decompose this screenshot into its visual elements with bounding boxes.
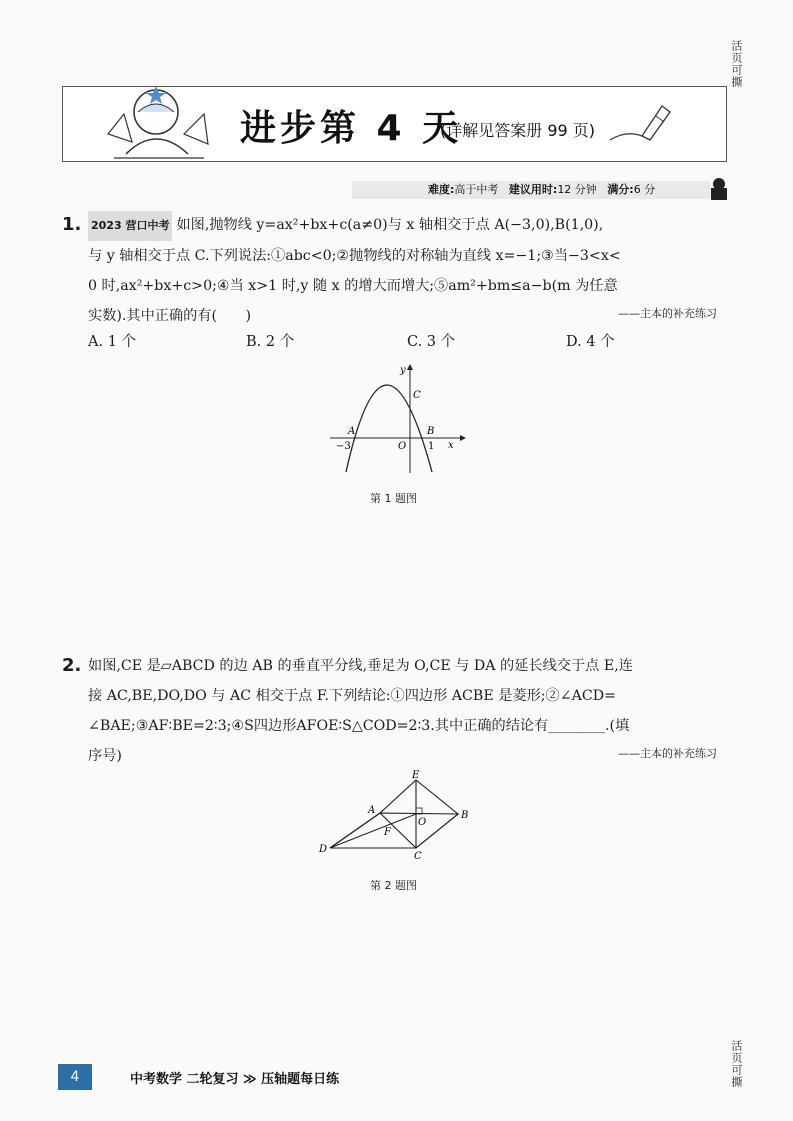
q2-line-2: 接 AC,BE,DO,DO 与 AC 相交于点 F.下列结论:①四边形 ACBE 是菱形;②∠ACD=	[88, 688, 616, 704]
label-d: D	[319, 844, 328, 855]
label-y: y	[400, 365, 406, 376]
difficulty-value: 高于中考	[454, 183, 499, 196]
footer-book-title: 中考数学 二轮复习 ≫ 压轴题每日练	[130, 1072, 340, 1087]
segment-da	[330, 813, 380, 848]
segment-do	[330, 814, 416, 848]
q1-line-2: 与 y 轴相交于点 C.下列说法:①abc<0;②抛物线的对称轴为直线 x=−1;③当−3<x<	[88, 248, 621, 264]
side-tag-bottom: 活页可撕	[730, 1040, 743, 1088]
page-title: 进步第 4 天	[240, 108, 463, 149]
label-one: 1	[428, 441, 435, 452]
q1-option-a: A. 1 个	[88, 334, 137, 350]
score-label: 满分:	[607, 183, 634, 196]
label-a: A	[348, 426, 356, 437]
q1-figure-caption: 第 1 题图	[370, 492, 417, 505]
q1-line-1-text: 如图,抛物线 y=ax²+bx+c(a≠0)与 x 轴相交于点 A(−3,0),B(1,0),	[176, 217, 604, 233]
label-a: A	[368, 805, 376, 816]
pen-icon	[606, 96, 676, 146]
q2-source: ——主本的补充练习	[618, 747, 717, 760]
q1-source: ——主本的补充练习	[618, 307, 717, 320]
q1-line-1	[88, 210, 748, 241]
time-value: 12 分钟	[557, 183, 597, 196]
q1-option-b: B. 2 个	[246, 334, 295, 350]
side-tag-top: 活页可撕	[730, 40, 743, 88]
q2-figure-caption: 第 2 题图	[370, 879, 417, 892]
q1-figure-parabola	[320, 358, 470, 478]
q1-option-d: D. 4 个	[566, 334, 615, 350]
q1-source-tag: 2023 营口中考	[88, 211, 172, 241]
ink-bottle-icon	[708, 176, 730, 202]
label-c: C	[413, 390, 421, 401]
q1-number: 1.	[62, 214, 82, 235]
label-x: x	[448, 440, 454, 451]
label-o: O	[398, 441, 407, 452]
label-b: B	[461, 810, 469, 821]
q2-line-1: 如图,CE 是▱ABCD 的边 AB 的垂直平分线,垂足为 O,CE 与 DA 的延长线交于点 E,连	[88, 658, 633, 674]
difficulty-label: 难度:	[428, 183, 455, 196]
q2-line-4: 序号)	[88, 748, 122, 764]
q2-number: 2.	[62, 655, 82, 676]
parallelogram-abcd	[330, 813, 458, 848]
meta-bar	[352, 181, 710, 199]
label-neg3: −3	[336, 441, 351, 452]
label-o: O	[418, 817, 427, 828]
page-number: 4	[58, 1064, 92, 1090]
q1-line-3: 0 时,ax²+bx+c>0;④当 x>1 时,y 随 x 的增大而增大;⑤am²+bm≤a−b(m 为任意	[88, 278, 618, 294]
page-subtitle: (详解见答案册 99 页)	[440, 121, 596, 140]
q2-line-3: ∠BAE;③AF∶BE=2∶3;④S四边形AFOE∶S△COD=2∶3.其中正确的结论有________.(填	[88, 718, 630, 734]
q1-option-c: C. 3 个	[407, 334, 456, 350]
q1-line-4: 实数).其中正确的有( )	[88, 308, 251, 324]
label-f: F	[384, 827, 391, 838]
q2-figure-parallelogram	[310, 768, 480, 868]
time-label: 建议用时:	[508, 183, 558, 196]
score-value: 6 分	[633, 183, 656, 196]
label-c: C	[414, 851, 422, 862]
label-e: E	[412, 770, 420, 781]
label-b: B	[427, 426, 435, 437]
astronaut-illustration	[104, 84, 214, 162]
